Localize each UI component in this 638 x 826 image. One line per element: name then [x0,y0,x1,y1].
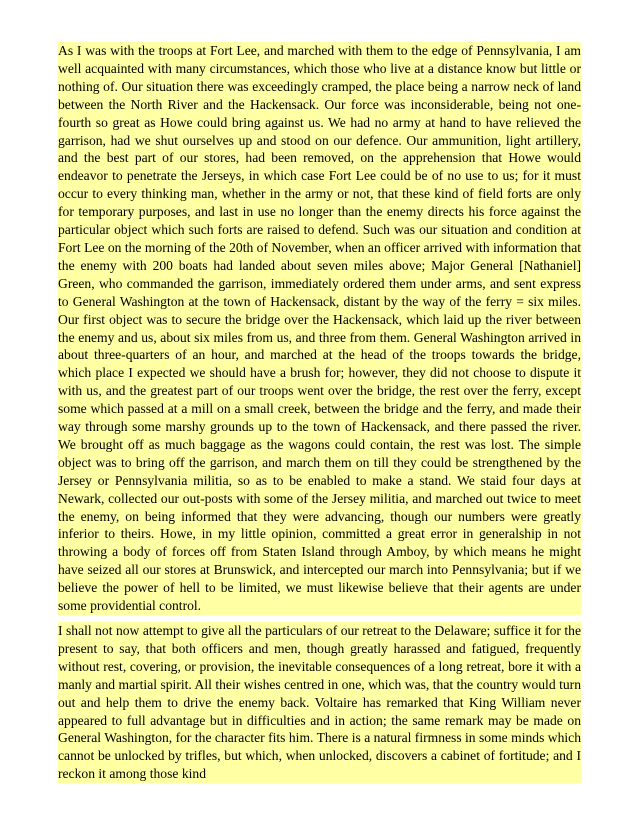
paragraph-1: As I was with the troops at Fort Lee, and marched with them to the edge of Pennsylvania, I am well acquainted with many circumstances, which those who live at a distance know but little or nothing of. Our situation there was exceedingly cramped, the place being a narrow neck of land between the North River and the Hackensack. Our force was inconsiderable, being not one-fourth so great as Howe could bring against us. We had no army at hand to have relieved the garrison, had we shut ourselves up and stood on our defence. Our ammunition, light artillery, and the best part of our stores, had been removed, on the apprehension that Howe would endeavor to penetrate the Jerseys, in which case Fort Lee could be of no use to us; for it must occur to every thinking man, whether in the army or not, that these kind of field forts are only for temporary purposes, and last in use no longer than the enemy directs his force against the particular object which such forts are raised to defend. Such was our situation and condition at Fort Lee on the morning of the 20th of November, when an officer arrived with information that the enemy with 200 boats had landed about seven miles above; Major General [Nathaniel] Green, who commanded the garrison, immediately ordered them under arms, and sent express to General Washington at the town of Hackensack, distant by the way of the ferry = six miles. Our first object was to secure the bridge over the Hackensack, which laid up the river between the enemy and us, about six miles from us, and three from them. General Washington arrived in about three-quarters of an hour, and marched at the head of the troops towards the bridge, which place I expected we should have a brush for; however, they did not choose to dispute it with us, and the greatest part of our troops went over the bridge, the rest over the ferry, except some which passed at a mill on a small creek, between the bridge and the ferry, and made their way through some marshy grounds up to the town of Hackensack, and there passed the river. We brought off as much baggage as the wagons could contain, the rest was lost. The simple object was to bring off the garrison, and march them on till they could be strengthened by the Jersey or Pennsylvania militia, so as to be enabled to make a stand. We staid four days at Newark, collected our out-posts with some of the Jersey militia, and marched out twice to meet the enemy, on being informed that they were advancing, though our numbers were greatly inferior to theirs. Howe, in my little opinion, committed a great error in generalship in not throwing a body of forces off from Staten Island through Amboy, by which means he might have seized all our stores at Brunswick, and intercepted our march into Pennsylvania; but if we believe the power of hell to be limited, we must likewise believe that their agents are under some providential control. [58,43,581,614]
document-page [58,42,581,790]
paragraph-2: I shall not now attempt to give all the particulars of our retreat to the Delaware; suffice it for the present to say, that both officers and men, though greatly harassed and fatigued, frequently without rest, covering, or provision, the inevitable consequences of a long retreat, bore it with a manly and martial spirit. All their wishes centred in one, which was, that the country would turn out and help them to drive the enemy back. Voltaire has remarked that King William never appeared to full advantage but in difficulties and in action; the same remark may be made on General Washington, for the character fits him. There is a natural firmness in some minds which cannot be unlocked by trifles, but which, when unlocked, discovers a cabinet of fortitude; and I reckon it among those kind [58,623,581,782]
